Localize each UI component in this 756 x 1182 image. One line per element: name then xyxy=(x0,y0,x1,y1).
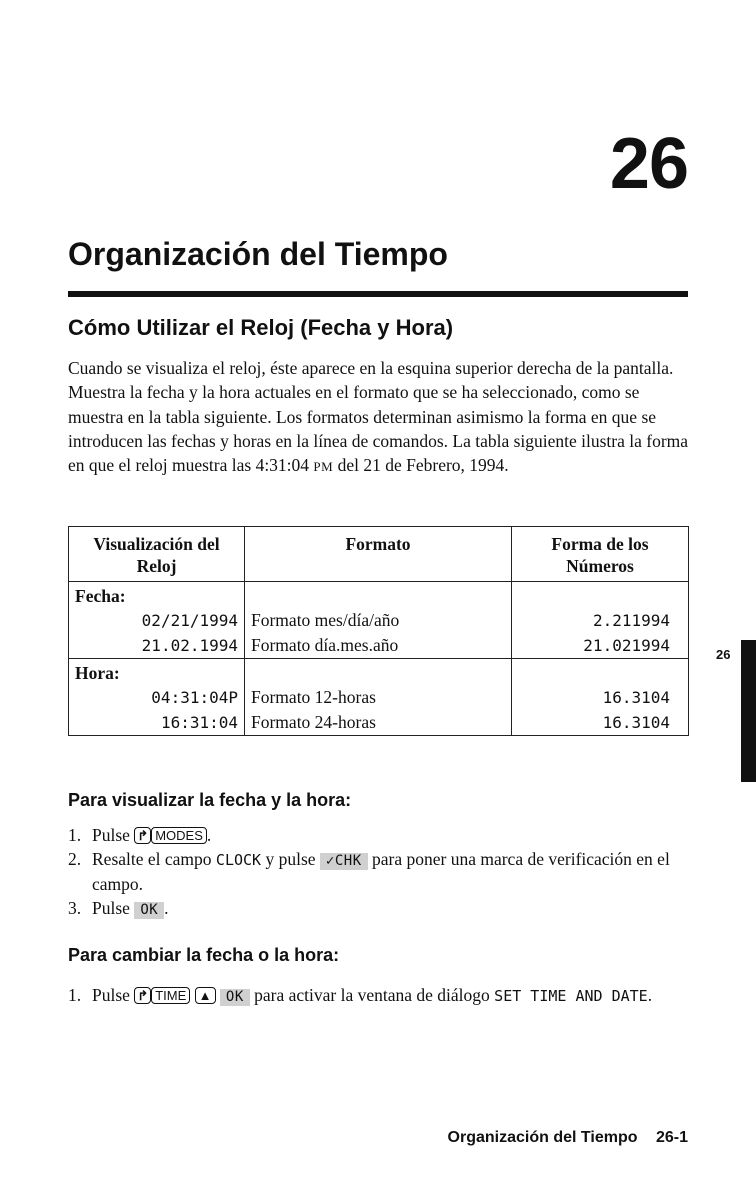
intro-paragraph xyxy=(68,356,690,479)
header-display: Visualización del Reloj xyxy=(69,527,245,582)
footer-title: Organización del Tiempo xyxy=(447,1129,638,1146)
step-text-end: . xyxy=(647,985,653,1005)
group-label-row xyxy=(69,659,689,686)
step-text: Pulse xyxy=(92,985,130,1005)
step-text-end: . xyxy=(164,898,169,918)
number-value: 2.211994 xyxy=(512,608,689,633)
step-text: Pulse xyxy=(92,898,130,918)
table-row xyxy=(69,608,689,633)
format-value: Formato mes/día/año xyxy=(245,608,512,633)
number-value: 21.021994 xyxy=(512,633,689,659)
chapter-title-rule xyxy=(68,291,688,297)
intro-pm: PM xyxy=(313,459,334,475)
table-row xyxy=(69,710,689,736)
list-item xyxy=(68,983,698,1008)
modes-key: MODES xyxy=(151,827,207,844)
step-text-end: . xyxy=(206,825,212,845)
chapter-title: Organización del Tiempo xyxy=(68,236,448,272)
step-number: 1. xyxy=(68,985,82,1005)
format-value: Formato 24-horas xyxy=(245,710,512,736)
display-value: 21.02.1994 xyxy=(69,633,245,659)
procedure-title-change: Para cambiar la fecha o la hora: xyxy=(68,945,340,965)
table-row xyxy=(69,685,689,710)
procedure-title-view: Para visualizar la fecha y la hora: xyxy=(68,790,352,810)
step-text: Pulse xyxy=(92,825,130,845)
display-value: 16:31:04 xyxy=(69,710,245,736)
right-shift-key-icon: ↱ xyxy=(134,987,151,1004)
page-number: 26-1 xyxy=(655,1129,688,1146)
procedure-steps-view xyxy=(68,823,698,920)
header-number: Forma de los Números xyxy=(512,527,689,582)
step-text: para activar la ventana de diálogo xyxy=(254,985,490,1005)
up-arrow-key-icon: ▲ xyxy=(195,987,216,1004)
step-text-mid: y pulse xyxy=(265,849,316,869)
intro-text: Cuando se visualiza el reloj, éste aparece en la esquina superior derecha de la pantalla. Muestra la fecha y la hora actuales en el formato que se ha seleccionado, como se muestra en la tabla siguiente. Los formatos determinan asimismo la forma en que se introducen las fechas y horas en la línea de comandos. La tabla siguiente ilustra la forma en que el reloj muestra las 4:31:04 xyxy=(68,358,689,476)
number-value: 16.3104 xyxy=(512,685,689,710)
group-label-time: Hora: xyxy=(69,659,245,686)
ok-softkey: OK xyxy=(220,989,250,1006)
table-row xyxy=(69,633,689,659)
display-value: 02/21/1994 xyxy=(69,608,245,633)
page-footer xyxy=(448,1129,688,1147)
time-key: TIME xyxy=(151,987,190,1004)
format-value: Formato 12-horas xyxy=(245,685,512,710)
chapter-number: 26 xyxy=(609,124,688,204)
group-label-row xyxy=(69,582,689,609)
intro-text-end: del 21 de Febrero, 1994. xyxy=(337,455,509,476)
header-format: Formato xyxy=(245,527,512,582)
table-header-row xyxy=(69,527,689,582)
group-label-date: Fecha: xyxy=(69,582,245,609)
right-shift-key-icon: ↱ xyxy=(134,827,151,844)
chk-softkey: ✓CHK xyxy=(320,853,368,870)
procedure-steps-change xyxy=(68,983,698,1008)
step-text-end: para poner una marca de verificación en el campo. xyxy=(92,849,670,894)
step-number: 2. xyxy=(68,849,82,869)
list-item xyxy=(68,823,698,847)
display-value: 04:31:04P xyxy=(69,685,245,710)
step-text: Resalte el campo xyxy=(92,849,212,869)
number-value: 16.3104 xyxy=(512,710,689,736)
list-item xyxy=(68,847,698,896)
step-number: 1. xyxy=(68,825,82,845)
side-tab-label: 26 xyxy=(716,647,731,662)
list-item xyxy=(68,896,698,920)
step-number: 3. xyxy=(68,898,82,918)
clock-field-name: CLOCK xyxy=(215,851,262,869)
side-tab-bar xyxy=(741,640,756,782)
dialog-name: SET TIME AND DATE xyxy=(494,987,648,1005)
format-value: Formato día.mes.año xyxy=(245,633,512,659)
ok-softkey: OK xyxy=(134,902,164,919)
section-title: Cómo Utilizar el Reloj (Fecha y Hora) xyxy=(68,315,454,340)
clock-format-table xyxy=(68,526,689,736)
